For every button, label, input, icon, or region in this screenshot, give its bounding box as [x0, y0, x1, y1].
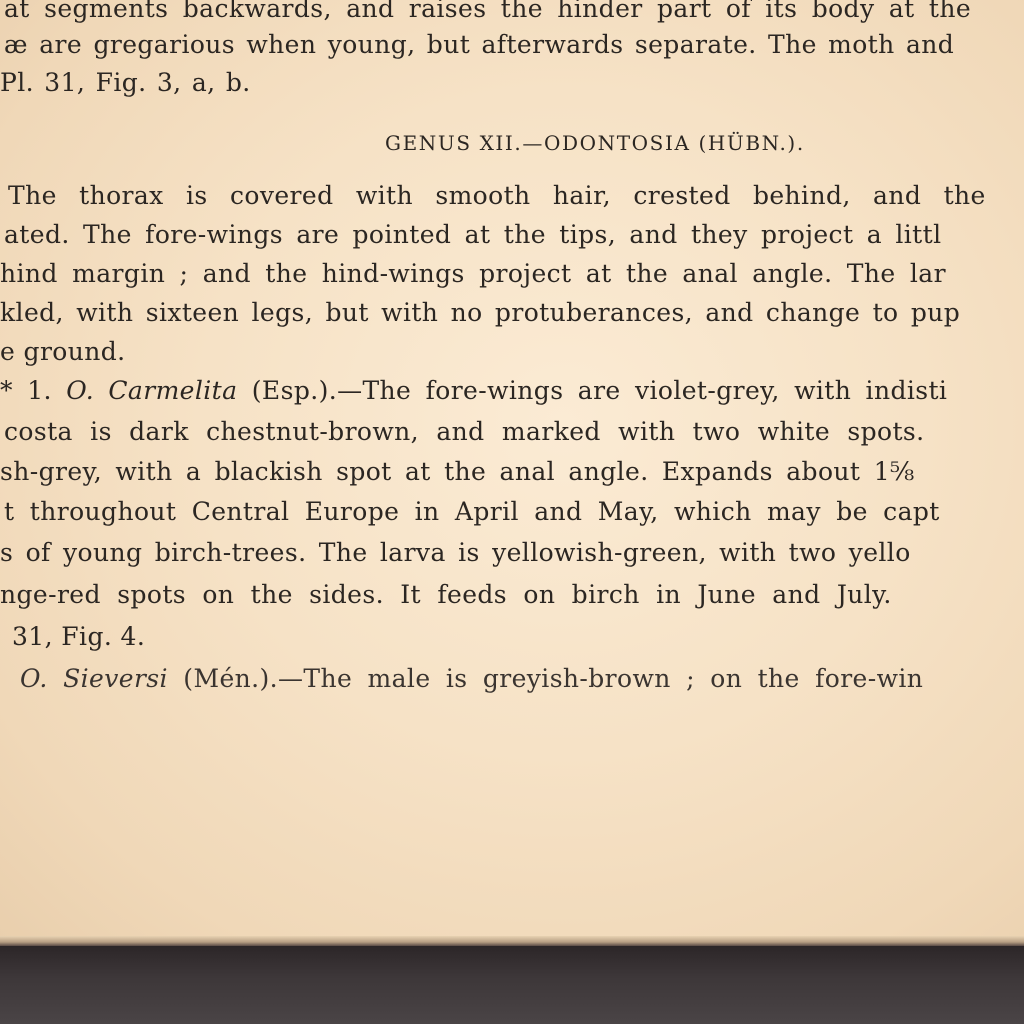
species-1-line-1: [0, 376, 947, 405]
genus-text-line-1: The thorax is covered with smooth hair, crested behind, and the: [8, 181, 986, 210]
genus-text-line-4: kled, with sixteen legs, but with no protuberances, and change to pup: [0, 298, 961, 327]
species-1-lead: —The fore-wings are violet-grey, with indisti: [337, 376, 948, 405]
species-1-line-3: sh-grey, with a blackish spot at the anal angle. Expands about 1⅝: [0, 457, 915, 486]
table-surface: [0, 946, 1024, 1024]
species-1-line-6: nge-red spots on the sides. It feeds on birch in June and July.: [0, 580, 892, 609]
genus-text-line-3: hind margin ; and the hind-wings project at the anal angle. The lar: [0, 259, 946, 288]
figure-reference-text: Pl. 31, Fig. 3, a, b.: [0, 68, 251, 97]
species-1-author: (Esp.).: [251, 376, 338, 405]
genus-text-line-2: ated. The fore-wings are pointed at the tips, and they project a littl: [4, 220, 942, 249]
prev-text-line-1: at segments backwards, and raises the hinder part of its body at the: [4, 0, 972, 23]
species-1-line-4: t throughout Central Europe in April and May, which may be capt: [4, 497, 940, 526]
species-1-line-5: s of young birch-trees. The larva is yellowish-green, with two yello: [0, 538, 911, 567]
genus-heading: GENUS XII.—ODONTOSIA (HÜBN.).: [385, 131, 805, 155]
species-1-figure-reference: 31, Fig. 4.: [12, 622, 146, 651]
species-2-name: O. Sieversi: [20, 664, 168, 693]
species-1-marker: * 1.: [0, 376, 52, 405]
species-2-line-1: [20, 664, 923, 693]
species-2-author: (Mén.).: [183, 664, 278, 693]
prev-text-line-2: æ are gregarious when young, but afterwards separate. The moth and: [4, 30, 955, 59]
page-bottom-edge: [0, 936, 1024, 946]
species-1-name: O. Carmelita: [66, 376, 238, 405]
genus-text-line-5: e ground.: [0, 337, 126, 366]
species-1-line-2: costa is dark chestnut-brown, and marked with two white spots.: [4, 417, 925, 446]
figure-reference: [0, 68, 251, 97]
species-2-lead: —The male is greyish-brown ; on the fore-win: [278, 664, 924, 693]
